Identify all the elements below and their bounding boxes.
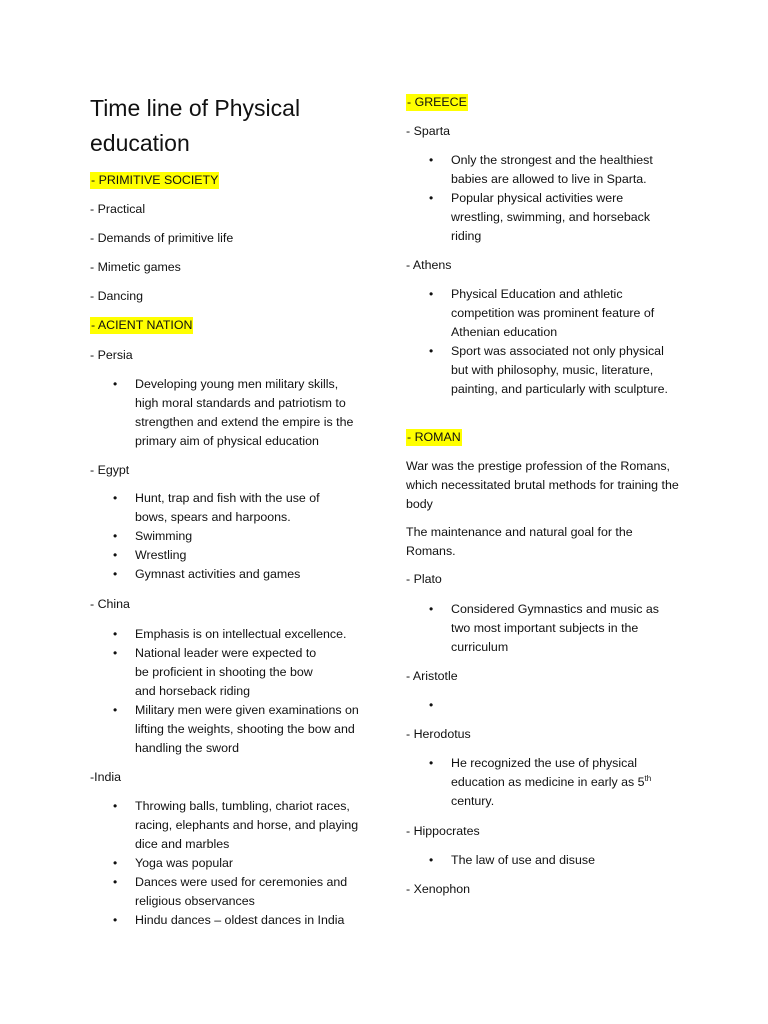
- egypt-list: [90, 489, 390, 584]
- list-item: • National leader were expected to be proficient in shooting the bow and horseback riding: [113, 646, 317, 698]
- list-item: • He recognized the use of physical education as medicine in early as 5th century.: [429, 756, 652, 808]
- roman-heading: - ROMAN: [407, 430, 461, 444]
- list-item: • Only the strongest and the healthiest babies are allowed to live in Sparta.: [429, 153, 653, 186]
- list-item: • Considered Gymnastics and music as two most important subjects in the curriculum: [429, 602, 659, 654]
- hippocrates-list: [406, 851, 706, 870]
- ancient-nation-heading: - ACIENT NATION: [91, 318, 193, 332]
- list-item: • The law of use and disuse: [429, 853, 595, 867]
- athens-list: [406, 285, 706, 399]
- greece-heading: - GREECE: [407, 95, 467, 109]
- list-item: • Dances were used for ceremonies and religious observances: [113, 875, 348, 908]
- roman-paragraph: War was the prestige profession of the Romans, which necessitated brutal methods for training the body: [406, 459, 679, 511]
- list-item: • Hunt, trap and fish with the use of bows, spears and harpoons.: [113, 491, 320, 524]
- page-title: Time line of Physical education: [90, 95, 301, 156]
- list-item: • Throwing balls, tumbling, chariot races, racing, elephants and horse, and playing dice and marbles: [113, 799, 359, 851]
- aristotle-list: [406, 696, 706, 715]
- china-list: [90, 625, 390, 758]
- primitive-item: - Mimetic games: [90, 260, 181, 274]
- aristotle-label: - Aristotle: [406, 669, 458, 683]
- list-item: • Physical Education and athletic competition was prominent feature of Athenian education: [429, 287, 655, 339]
- egypt-label: - Egypt: [90, 463, 130, 477]
- primitive-item: - Practical: [90, 202, 146, 216]
- primitive-item: - Demands of primitive life: [90, 231, 234, 245]
- list-item: • Popular physical activities were wrestling, swimming, and horseback riding: [429, 191, 651, 243]
- china-label: - China: [90, 597, 130, 611]
- list-item: • Swimming: [113, 529, 193, 543]
- persia-label: - Persia: [90, 348, 133, 362]
- primitive-item: - Dancing: [90, 289, 144, 303]
- india-label: -India: [90, 770, 121, 784]
- list-item: • Yoga was popular: [113, 856, 234, 870]
- list-item: • Developing young men military skills, high moral standards and patriotism to strengthen and extend the empire is the primary aim of physical education: [113, 377, 354, 448]
- list-item: • Hindu dances – oldest dances in India: [113, 913, 345, 927]
- primitive-society-heading: - PRIMITIVE SOCIETY: [91, 173, 219, 187]
- list-item: • Emphasis is on intellectual excellence.: [113, 627, 347, 641]
- sparta-label: - Sparta: [406, 124, 451, 138]
- list-item: • Wrestling: [113, 548, 187, 562]
- list-item: •: [429, 698, 434, 712]
- herodotus-label: - Herodotus: [406, 727, 471, 741]
- list-item: • Gymnast activities and games: [113, 567, 301, 581]
- list-item: • Military men were given examinations on lifting the weights, shooting the bow and handling the sword: [113, 703, 359, 755]
- herodotus-list: [406, 754, 706, 811]
- athens-label: - Athens: [406, 258, 452, 272]
- persia-list: [90, 375, 390, 451]
- plato-label: - Plato: [406, 572, 442, 586]
- list-item: • Sport was associated not only physical but with philosophy, music, literature, painting, and particularly with sculpture.: [429, 344, 668, 396]
- xenophon-label: - Xenophon: [406, 882, 471, 896]
- sparta-list: [406, 151, 706, 246]
- plato-list: [406, 600, 706, 657]
- roman-paragraph: The maintenance and natural goal for the Romans.: [406, 525, 633, 558]
- hippocrates-label: - Hippocrates: [406, 824, 480, 838]
- india-list: [90, 797, 390, 930]
